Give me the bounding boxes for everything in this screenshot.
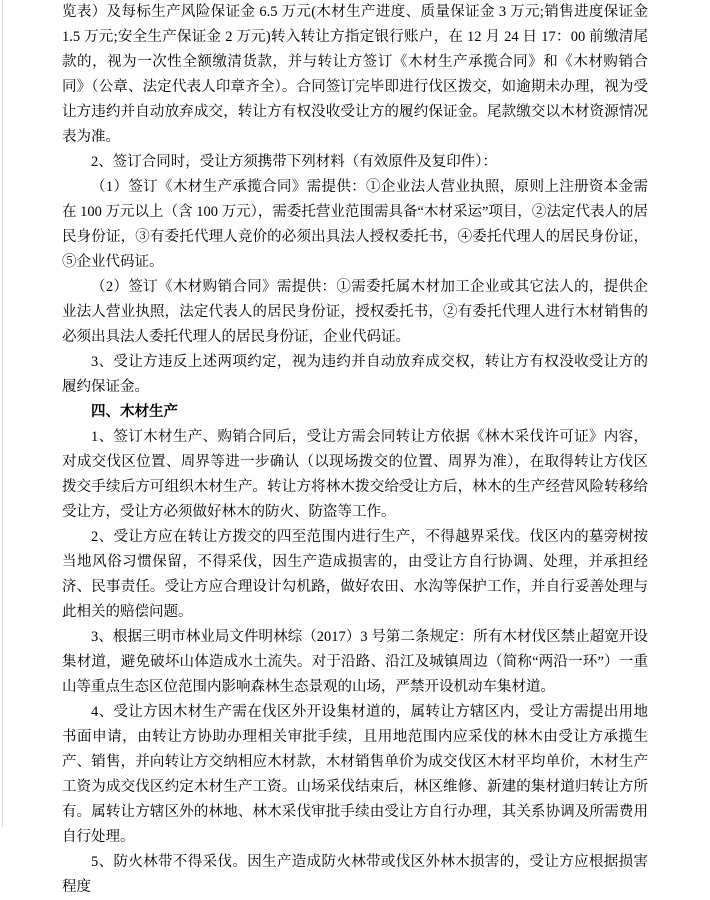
paragraph-item-4-skid-road-outside: 4、受让方因木材生产需在伐区外开设集材道的，属转让方辖区内，受让方需提出用地书面申请，由转让方协助办理相关审批手续，且用地范围内应采伐的林木由受让方承揽生产、销售，并向转让方交纳相应木材款，木材销售单价为成交伐区木材平均单价，木材生产工资为成交伐区约定木材生产工资。山场采伐结束后，林区维修、新建的集材道归转让方所有。属转让方辖区外的林地、林木采伐审批手续由受让方自行办理，其关系协调及所需费用自行处理。 [62, 704, 648, 845]
paragraph-item-2-boundary: 2、受让方应在转让方拨交的四至范围内进行生产，不得越界采伐。伐区内的墓旁树按当地风俗习惯保留，不得采伐，因生产造成损害的，由受让方自行协调、处理，并承担经济、民事责任。受让方应合理设计勾机路，做好农田、水沟等保护工作，并自行妥善处理与此相关的赔偿问题。 [62, 529, 648, 620]
page-edge-line [2, 0, 3, 827]
document-body [62, 0, 648, 900]
paragraph-subitem-2-sales-contract: （2）签订《木材购销合同》需提供：①需委托属木材加工企业或其它法人的，提供企业法人营业执照，法定代表人的居民身份证，授权委托书，②有委托代理人进行木材销售的必须出具法人委托代理人的居民身份证，企业代码证。 [62, 279, 648, 345]
section-heading-timber-production: 四、木材生产 [91, 404, 178, 420]
paragraph-item-1-handover: 1、签订木材生产、购销合同后，受让方需会同转让方依据《林木采伐许可证》内容，对成交伐区位置、周界等进一步确认（以现场拨交的位置、周界为准），在取得转让方伐区拨交手续后方可组织木材生产。转让方将林木拨交给受让方后，林木的生产经营风险转移给受让方，受让方必须做好林木的防火、防盗等工作。 [62, 429, 648, 520]
paragraph-item-3-skid-road-rule: 3、根据三明市林业局文件明林综（2017）3 号第二条规定：所有木材伐区禁止超宽开设集材道，避免破坏山体造成水土流失。对于沿路、沿江及城镇周边（简称“两沿一环”）一重山等重点生态区位范围内影响森林生态景观的山场，严禁开设机动车集材道。 [62, 629, 648, 695]
paragraph-deposit-terms: 览表）及每标生产风险保证金 6.5 万元(木材生产进度、质量保证金 3 万元;销售进度保证金 1.5 万元;安全生产保证金 2 万元)转入转让方指定银行账户，在 12 月 24 日 17：00 前缴清尾款的，视为一次性全额缴清货款，并与转让方签订《木材生产承揽合同》和《木材购销合同》（公章、法定代表人印章齐全）。合同签订完毕即进行伐区拨交，如逾期未办理，视为受让方违约并自动放弃成交，转让方有权没收受让方的履约保证金。尾款缴交以木材资源情况表为准。 [62, 4, 648, 145]
paragraph-subitem-1-production-contract: （1）签订《木材生产承揽合同》需提供：①企业法人营业执照，原则上注册资本金需在 100 万元以上（含 100 万元），需委托营业范围需具备“木材采运”项目，②法定代表人的居民身份证，③有委托代理人竞价的必须出具法人授权委托书，④委托代理人的居民身份证，⑤企业代码证。 [62, 179, 648, 270]
paragraph-item-5-firebreak: 5、防火林带不得采伐。因生产造成防火林带或伐区外林木损害的，受让方应根据损害程度 [62, 854, 648, 895]
paragraph-item-3-breach: 3、受让方违反上述两项约定，视为违约并自动放弃成交权，转让方有权没收受让方的履约保证金。 [62, 354, 648, 395]
paragraph-item-2-materials: 2、签订合同时，受让方须携带下列材料（有效原件及复印件）： [91, 154, 497, 170]
